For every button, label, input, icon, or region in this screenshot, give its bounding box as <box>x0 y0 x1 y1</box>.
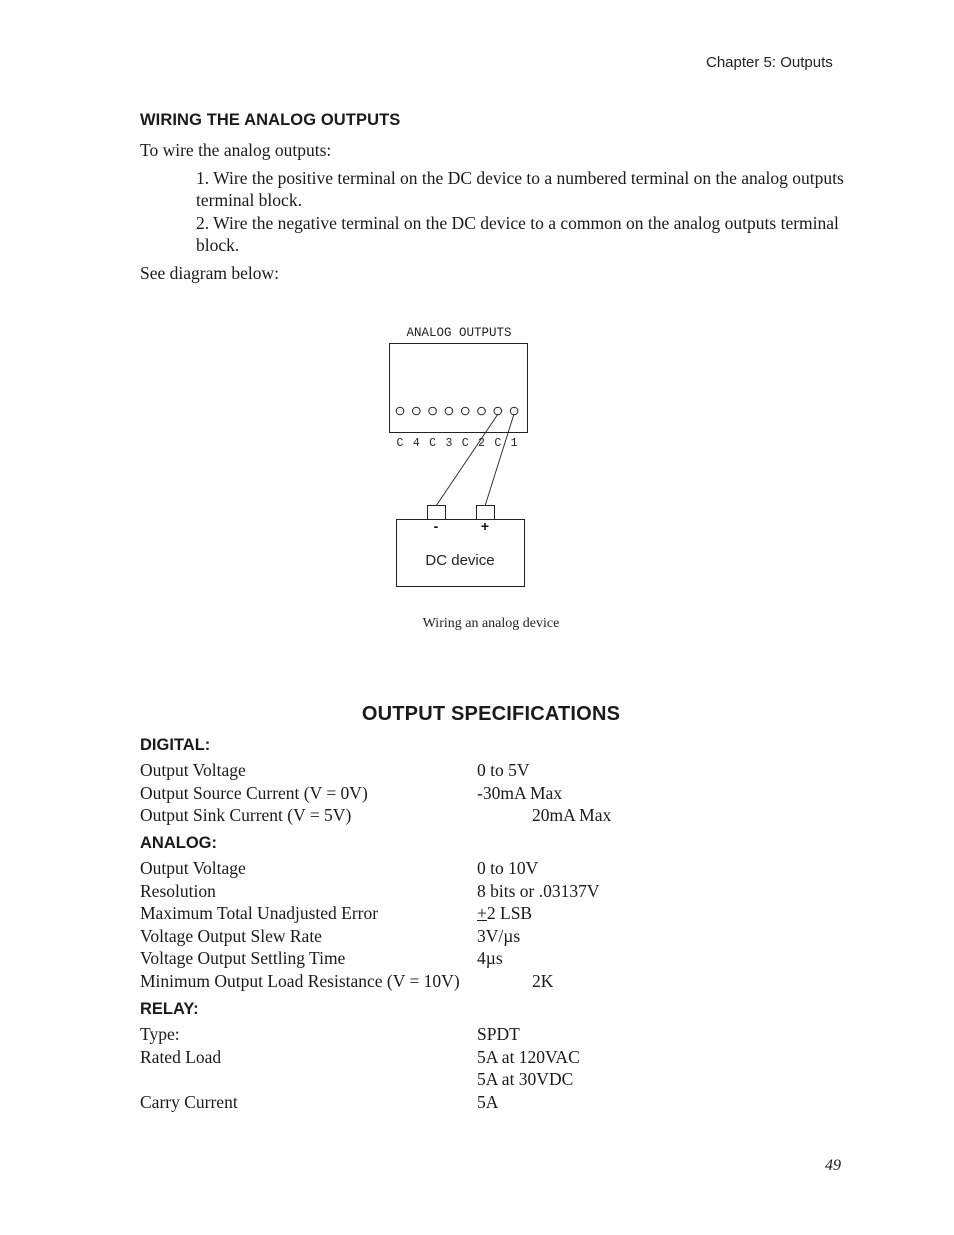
spec-value: 5A at 120VAC <box>477 1046 580 1067</box>
spec-value: -30mA Max <box>477 782 563 803</box>
spec-label: Carry Current <box>140 1091 238 1112</box>
digital-heading: DIGITAL: <box>140 736 211 754</box>
wiring-step-1: 1. Wire the positive terminal on the DC device to a numbered terminal on the analog outputs terminal block. <box>196 168 844 210</box>
spec-value <box>477 903 532 924</box>
terminal-screw <box>494 407 502 415</box>
terminal-label-4: 3 <box>445 437 453 450</box>
analog-heading: ANALOG: <box>140 834 217 852</box>
terminal-label-1: C <box>396 437 404 450</box>
spec-label: Maximum Total Unadjusted Error <box>140 903 379 923</box>
spec-value: 0 to 10V <box>477 858 539 878</box>
spec-label: Output Voltage <box>140 760 246 780</box>
terminal-screw <box>445 407 453 415</box>
terminal-screw <box>461 407 469 415</box>
diagram-caption: Wiring an analog device <box>422 616 560 631</box>
plus-sign: + <box>480 518 490 534</box>
specs-title: OUTPUT SPECIFICATIONS <box>361 703 621 725</box>
terminal-screw <box>429 407 437 415</box>
dc-device-label: DC device <box>425 552 495 569</box>
wiring-intro: To wire the analog outputs: <box>140 140 332 160</box>
wire-positive <box>485 414 514 506</box>
terminal-label-3: C <box>429 437 437 450</box>
relay-heading: RELAY: <box>140 1000 199 1018</box>
terminal-screw <box>413 407 421 415</box>
spec-value: 2K <box>532 970 554 991</box>
terminal-label-7: C <box>494 437 502 450</box>
section-heading-wiring: WIRING THE ANALOG OUTPUTS <box>140 111 401 129</box>
spec-value: 3V/µs <box>477 925 521 946</box>
spec-label: Voltage Output Settling Time <box>140 948 346 968</box>
spec-value: 4µs <box>477 948 503 968</box>
terminal-label-8: 1 <box>510 437 518 450</box>
spec-label: Type: <box>140 1024 180 1044</box>
minus-sign: - <box>433 518 439 534</box>
spec-value: 8 bits or .03137V <box>477 880 600 901</box>
terminal-screw <box>510 407 518 415</box>
block-title: ANALOG OUTPUTS <box>406 326 512 340</box>
see-diagram-text: See diagram below: <box>140 263 279 283</box>
terminal-block <box>390 344 528 433</box>
spec-value-text: 2 LSB <box>486 903 533 923</box>
chapter-header: Chapter 5: Outputs <box>706 54 833 71</box>
spec-label: Output Voltage <box>140 858 246 878</box>
spec-label: Voltage Output Slew Rate <box>140 925 322 946</box>
spec-value: 5A at 30VDC <box>477 1069 574 1089</box>
terminal-screw <box>396 407 404 415</box>
spec-value: SPDT <box>477 1024 520 1044</box>
terminal-label-6: 2 <box>478 437 485 450</box>
terminal-label-2: 4 <box>412 437 420 450</box>
plus-minus-sign: + <box>477 903 487 923</box>
wire-negative <box>436 414 498 506</box>
spec-label: Rated Load <box>140 1046 222 1067</box>
spec-label: Output Source Current (V = 0V) <box>140 782 368 803</box>
spec-label: Output Sink Current (V = 5V) <box>140 805 352 825</box>
terminal-screw <box>478 407 486 415</box>
terminal-label-5: C <box>461 437 469 450</box>
wiring-step-2: 2. Wire the negative terminal on the DC device to a common on the analog outputs terminal block. <box>196 213 839 255</box>
spec-value: 20mA Max <box>532 805 612 825</box>
spec-value: 0 to 5V <box>477 760 530 780</box>
spec-label: Resolution <box>140 880 216 901</box>
page-number: 49 <box>825 1157 841 1174</box>
spec-label: Minimum Output Load Resistance (V = 10V) <box>140 970 460 991</box>
spec-value: 5A <box>477 1091 499 1112</box>
